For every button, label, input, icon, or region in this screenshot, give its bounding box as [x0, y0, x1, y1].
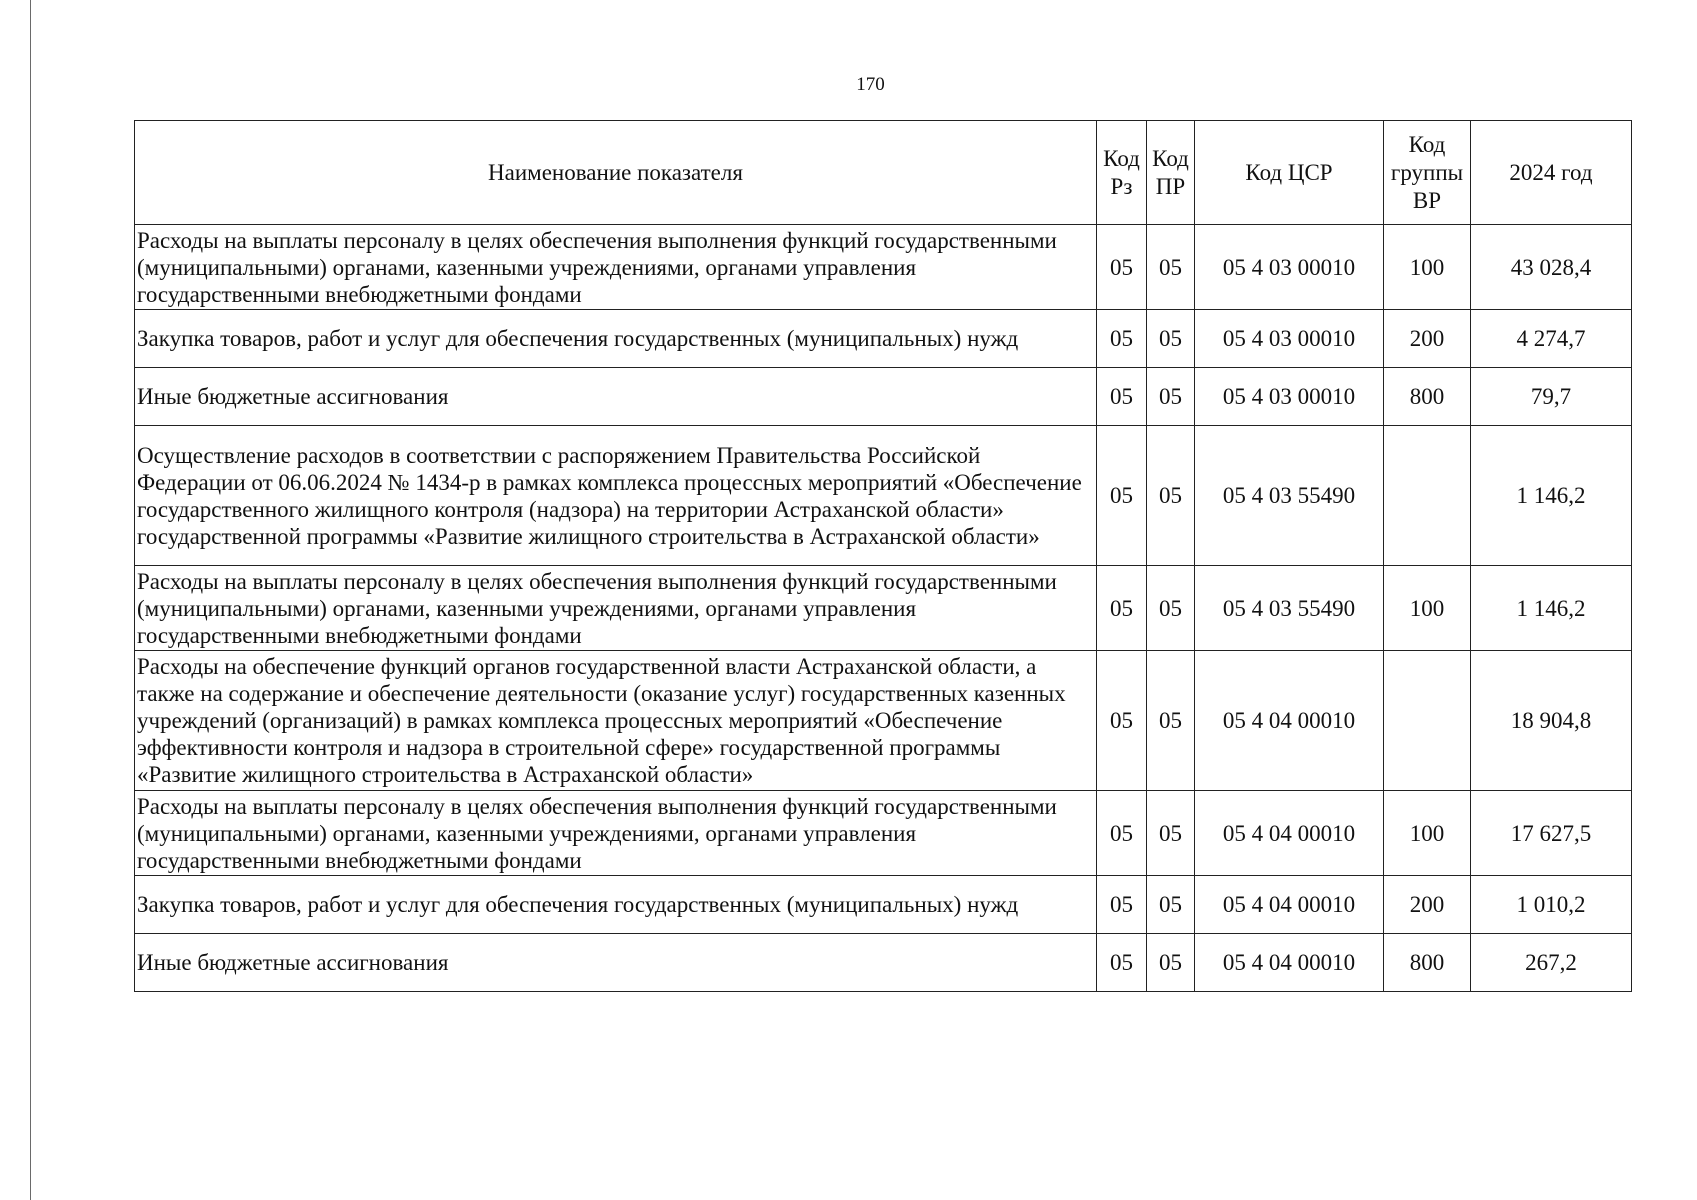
table-header-row: [135, 121, 1632, 225]
table-row: [135, 651, 1632, 791]
row-amount: 1 010,2: [1471, 876, 1632, 934]
row-csr: 05 4 03 55490: [1195, 566, 1384, 651]
row-pr: 05: [1147, 651, 1195, 791]
table-row: [135, 368, 1632, 426]
row-csr: 05 4 04 00010: [1195, 876, 1384, 934]
row-rz: 05: [1097, 876, 1147, 934]
row-rz: 05: [1097, 426, 1147, 566]
table-row: [135, 426, 1632, 566]
row-pr: 05: [1147, 934, 1195, 992]
row-name: Расходы на выплаты персоналу в целях обеспечения выполнения функций государственными (муниципальными) органами, казенными учреждениями, органами управления государственными внебюджетными фондами: [135, 791, 1097, 876]
table-row: [135, 225, 1632, 310]
row-pr: 05: [1147, 368, 1195, 426]
row-amount: 267,2: [1471, 934, 1632, 992]
page-number: 170: [856, 74, 885, 95]
row-csr: 05 4 04 00010: [1195, 791, 1384, 876]
row-rz: 05: [1097, 368, 1147, 426]
row-name: Осуществление расходов в соответствии с распоряжением Правительства Российской Федерации от 06.06.2024 № 1434-р в рамках комплекса процессных мероприятий «Обеспечение государственного жилищного контроля (надзора) на территории Астраханской области» государственной программы «Развитие жилищного строительства в Астраханской области»: [135, 426, 1097, 566]
row-name: Иные бюджетные ассигнования: [135, 368, 1097, 426]
row-csr: 05 4 03 00010: [1195, 368, 1384, 426]
row-pr: 05: [1147, 310, 1195, 368]
row-vr: 200: [1384, 876, 1471, 934]
row-pr: 05: [1147, 426, 1195, 566]
row-vr: 200: [1384, 310, 1471, 368]
table-row: [135, 310, 1632, 368]
row-vr: [1384, 426, 1471, 566]
row-vr: 800: [1384, 368, 1471, 426]
budget-table: [134, 120, 1632, 992]
row-amount: 4 274,7: [1471, 310, 1632, 368]
row-rz: 05: [1097, 566, 1147, 651]
row-csr: 05 4 03 00010: [1195, 310, 1384, 368]
row-name: Закупка товаров, работ и услуг для обеспечения государственных (муниципальных) нужд: [135, 310, 1097, 368]
row-amount: 43 028,4: [1471, 225, 1632, 310]
row-name: Расходы на обеспечение функций органов государственной власти Астраханской области, а также на содержание и обеспечение деятельности (оказание услуг) государственных казенных учреждений (организаций) в рамках комплекса процессных мероприятий «Обеспечение эффективности контроля и надзора в строительной сфере» государственной программы «Развитие жилищного строительства в Астраханской области»: [135, 651, 1097, 791]
row-name: Иные бюджетные ассигнования: [135, 934, 1097, 992]
table-row: [135, 934, 1632, 992]
row-name: Расходы на выплаты персоналу в целях обеспечения выполнения функций государственными (муниципальными) органами, казенными учреждениями, органами управления государственными внебюджетными фондами: [135, 566, 1097, 651]
row-amount: 17 627,5: [1471, 791, 1632, 876]
row-name: Расходы на выплаты персоналу в целях обеспечения выполнения функций государственными (муниципальными) органами, казенными учреждениями, органами управления государственными внебюджетными фондами: [135, 225, 1097, 310]
header-rz: Код Рз: [1097, 121, 1147, 225]
header-csr: Код ЦСР: [1195, 121, 1384, 225]
table-row: [135, 876, 1632, 934]
table-row: [135, 566, 1632, 651]
header-vr: Код группы ВР: [1384, 121, 1471, 225]
row-vr: 100: [1384, 225, 1471, 310]
row-csr: 05 4 04 00010: [1195, 651, 1384, 791]
row-name: Закупка товаров, работ и услуг для обеспечения государственных (муниципальных) нужд: [135, 876, 1097, 934]
row-csr: 05 4 03 00010: [1195, 225, 1384, 310]
row-amount: 18 904,8: [1471, 651, 1632, 791]
header-name: Наименование показателя: [135, 121, 1097, 225]
row-amount: 1 146,2: [1471, 566, 1632, 651]
row-rz: 05: [1097, 310, 1147, 368]
header-pr: Код ПР: [1147, 121, 1195, 225]
row-rz: 05: [1097, 225, 1147, 310]
row-vr: 800: [1384, 934, 1471, 992]
row-amount: 1 146,2: [1471, 426, 1632, 566]
row-rz: 05: [1097, 934, 1147, 992]
row-vr: 100: [1384, 566, 1471, 651]
row-csr: 05 4 03 55490: [1195, 426, 1384, 566]
row-rz: 05: [1097, 791, 1147, 876]
row-vr: [1384, 651, 1471, 791]
header-amount: 2024 год: [1471, 121, 1632, 225]
row-pr: 05: [1147, 225, 1195, 310]
row-amount: 79,7: [1471, 368, 1632, 426]
row-vr: 100: [1384, 791, 1471, 876]
row-pr: 05: [1147, 791, 1195, 876]
row-csr: 05 4 04 00010: [1195, 934, 1384, 992]
row-pr: 05: [1147, 876, 1195, 934]
scan-edge-line: [30, 0, 31, 1200]
row-rz: 05: [1097, 651, 1147, 791]
row-pr: 05: [1147, 566, 1195, 651]
table-row: [135, 791, 1632, 876]
